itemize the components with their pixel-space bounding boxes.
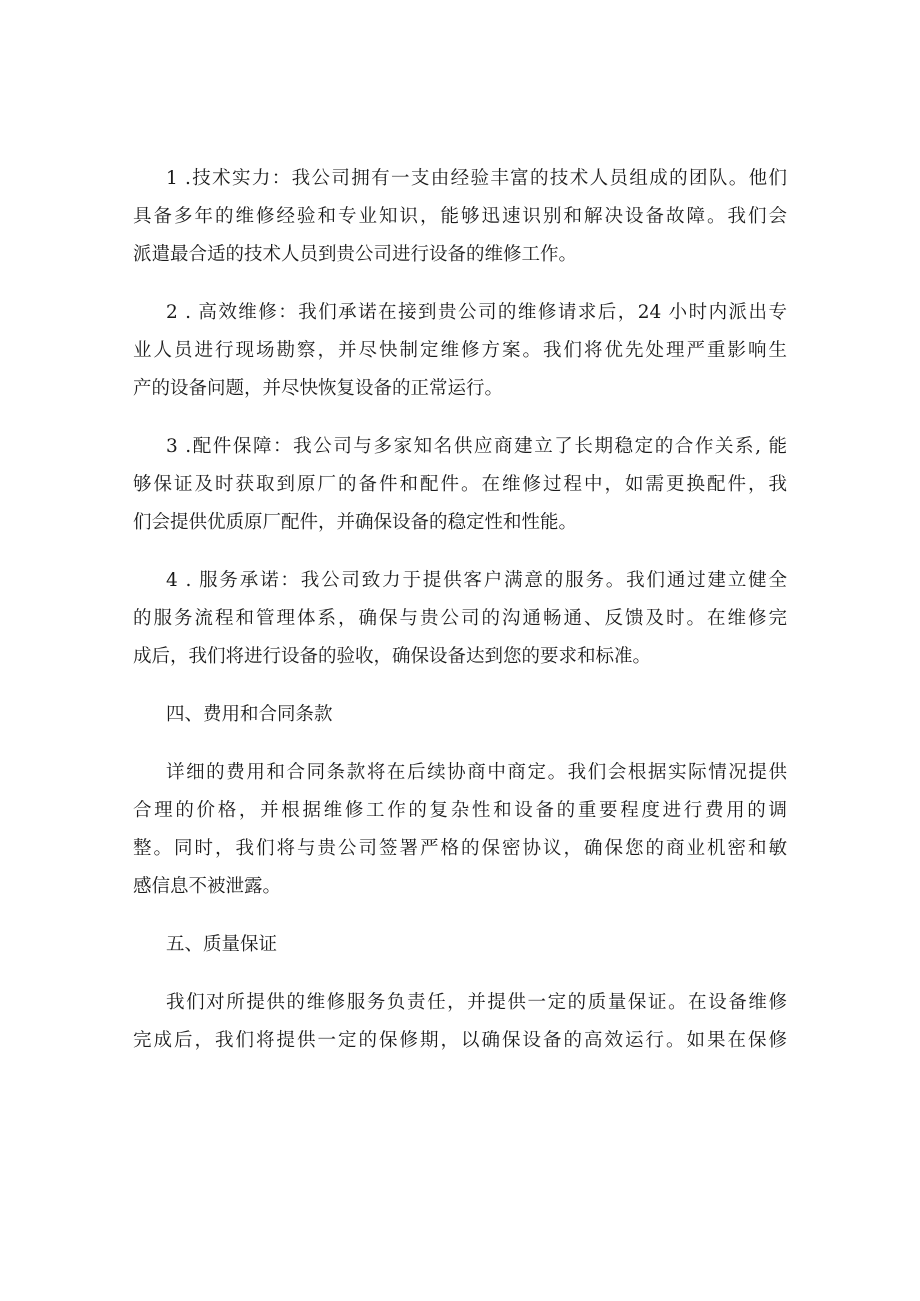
paragraph-fees-terms (133, 754, 787, 906)
text-line: 我们对所提供的维修服务负责任，并提供一定的质量保证。在设备维修 (166, 992, 787, 1013)
text-line: 1 .技术实力：我公司拥有一支由经验丰富的技术人员组成的团队。他们 (166, 168, 787, 189)
text-line: 2 . 高效维修：我们承诺在接到贵公司的维修请求后，24 小时内派出专 (166, 302, 787, 323)
text-line: 感信息不被泄露。 (133, 876, 282, 897)
section-heading-quality (133, 926, 787, 964)
text-line: 业人员进行现场勘察，并尽快制定维修方案。我们将优先处理严重影响生 (133, 340, 787, 361)
document-body (133, 160, 787, 1080)
text-line: 整。同时，我们将与贵公司签署严格的保密协议，确保您的商业机密和敏 (133, 838, 787, 859)
text-line: 够保证及时获取到原厂的备件和配件。在维修过程中，如需更换配件，我 (133, 474, 787, 495)
paragraph-service-commitment (133, 562, 787, 676)
paragraph-technical-strength (133, 160, 787, 274)
text-line: 4 . 服务承诺：我公司致力于提供客户满意的服务。我们通过建立健全 (166, 570, 787, 591)
text-line: 的服务流程和管理体系，确保与贵公司的沟通畅通、反馈及时。在维修完 (133, 608, 787, 629)
paragraph-quality-assurance (133, 984, 787, 1060)
text-line: 完成后，我们将提供一定的保修期，以确保设备的高效运行。如果在保修 (133, 1030, 787, 1051)
text-line: 成后，我们将进行设备的验收，确保设备达到您的要求和标准。 (133, 646, 652, 667)
text-line: 详细的费用和合同条款将在后续协商中商定。我们会根据实际情况提供 (166, 762, 787, 783)
text-line: 3 .配件保障：我公司与多家知名供应商建立了长期稳定的合作关系, 能 (166, 436, 787, 457)
paragraph-efficient-repair (133, 294, 787, 408)
text-line: 合理的价格，并根据维修工作的复杂性和设备的重要程度进行费用的调 (133, 800, 787, 821)
text-line: 具备多年的维修经验和专业知识，能够迅速识别和解决设备故障。我们会 (133, 206, 787, 227)
heading-text: 五、质量保证 (166, 934, 278, 955)
heading-text: 四、费用和合同条款 (166, 704, 333, 725)
text-line: 派遣最合适的技术人员到贵公司进行设备的维修工作。 (133, 244, 578, 265)
section-heading-fees (133, 696, 787, 734)
text-line: 们会提供优质原厂配件，并确保设备的稳定性和性能。 (133, 512, 578, 533)
text-line: 产的设备问题，并尽快恢复设备的正常运行。 (133, 378, 504, 399)
paragraph-parts-guarantee (133, 428, 787, 542)
